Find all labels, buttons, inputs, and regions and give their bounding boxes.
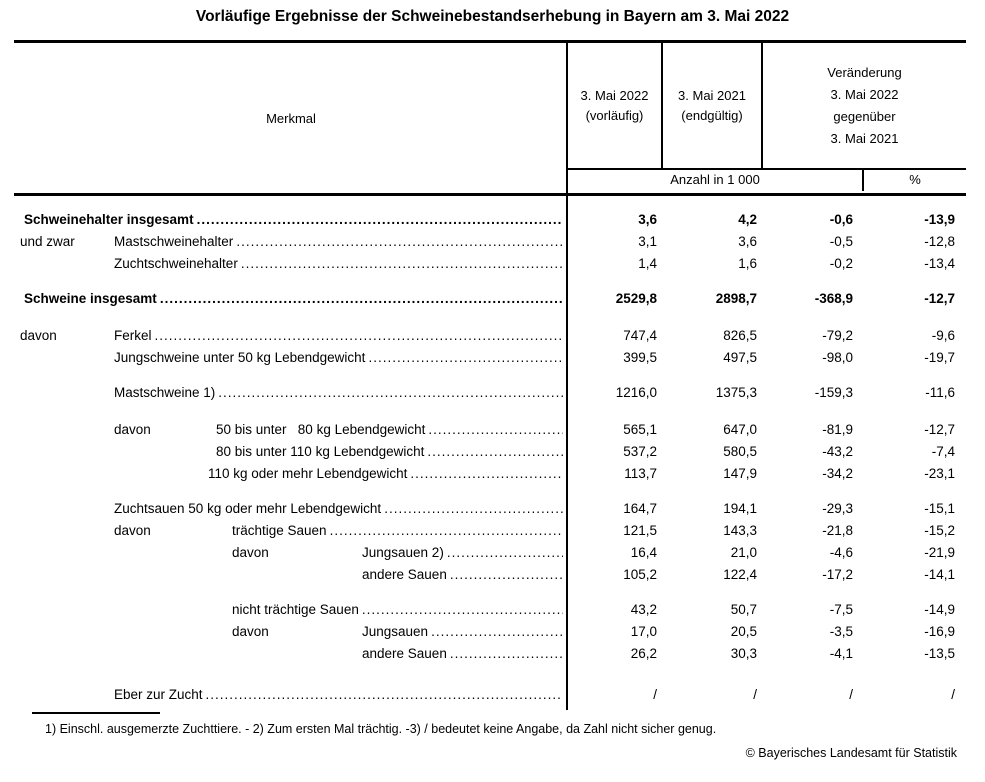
value-change-abs: -159,3 [814, 385, 853, 400]
copyright-text: © Bayerisches Landesamt für Statistik [745, 746, 957, 760]
value-change-pct: -23,1 [924, 466, 955, 481]
value-2022: 537,2 [623, 444, 657, 459]
value-2022: 164,7 [623, 501, 657, 516]
value-2022: 747,4 [623, 328, 657, 343]
table-body [14, 196, 966, 710]
value-2021: 826,5 [723, 328, 757, 343]
value-2022: 399,5 [623, 350, 657, 365]
value-change-pct: -9,6 [931, 328, 955, 343]
value-change-abs: -81,9 [822, 422, 853, 437]
header-col-change-line4: 3. Mai 2021 [830, 130, 899, 146]
table-row [14, 564, 966, 586]
header-unit-count: Anzahl in 1 000 [670, 172, 760, 187]
dotted-leader [447, 643, 563, 665]
row-label: 110 kg oder mehr Lebendgewicht [208, 466, 408, 481]
table-row [14, 684, 966, 706]
dotted-leader [447, 564, 563, 586]
value-2021: 147,9 [723, 466, 757, 481]
dotted-leader [215, 382, 563, 404]
dotted-leader [359, 599, 563, 621]
table-row [14, 542, 966, 564]
row-qualifier: und zwar [20, 234, 75, 249]
row-label: 80 bis unter 110 kg Lebendgewicht [216, 444, 425, 459]
row-label: Jungsauen [362, 624, 429, 639]
value-2021: 497,5 [723, 350, 757, 365]
value-2022: 16,4 [630, 545, 657, 560]
value-2021: 580,5 [723, 444, 757, 459]
dotted-leader [233, 231, 563, 253]
value-change-pct: / [951, 687, 955, 702]
header-col-2022-line2: (vorläufig) [585, 107, 644, 123]
value-change-abs: -0,6 [829, 212, 853, 227]
table-row [14, 599, 966, 621]
value-2022: 1,4 [638, 256, 657, 271]
row-label: trächtige Sauen [232, 523, 327, 538]
table-row [14, 498, 966, 520]
footnote-rule [32, 712, 160, 714]
dotted-leader [425, 419, 563, 441]
value-2022: 3,1 [638, 234, 657, 249]
dotted-leader [152, 325, 563, 347]
value-2021: 4,2 [738, 212, 757, 227]
header-col-2022 [568, 43, 663, 168]
value-2022: 1216,0 [615, 385, 657, 400]
table-row [14, 382, 966, 404]
value-2021: 647,0 [723, 422, 757, 437]
dotted-leader [381, 498, 563, 520]
header-col-change-line3: gegenüber [833, 108, 896, 124]
value-change-pct: -7,4 [931, 444, 955, 459]
value-2022: 3,6 [638, 212, 657, 227]
value-change-abs: -4,1 [829, 646, 853, 661]
footnote-text: 1) Einschl. ausgemerzte Zuchttiere. - 2) Zum ersten Mal trächtig. -3) / bedeutet keine Angabe, da Zahl nicht sicher genug. [45, 722, 717, 736]
header-col-change-line2: 3. Mai 2022 [830, 86, 899, 102]
row-qualifier: davon [114, 422, 151, 437]
dotted-leader [428, 621, 563, 643]
row-label: Schweinehalter insgesamt [24, 212, 194, 227]
value-change-abs: -4,6 [829, 545, 853, 560]
column-divider-line [566, 40, 568, 710]
table-row [14, 347, 966, 369]
row-label: Mastschweine 1) [114, 385, 216, 400]
dotted-leader [407, 463, 563, 485]
value-2021: 20,5 [730, 624, 757, 639]
table-row [14, 441, 966, 463]
dotted-leader [238, 253, 563, 275]
value-change-abs: -0,5 [829, 234, 853, 249]
value-2021: 194,1 [723, 501, 757, 516]
value-2021: 143,3 [723, 523, 757, 538]
value-2022: / [653, 687, 657, 702]
dotted-leader [424, 441, 563, 463]
row-qualifier: davon [20, 328, 57, 343]
value-change-abs: / [849, 687, 853, 702]
value-change-pct: -16,9 [924, 624, 955, 639]
value-change-pct: -14,9 [924, 602, 955, 617]
value-2021: 1375,3 [715, 385, 757, 400]
header-col-2021 [663, 43, 763, 168]
value-2022: 113,7 [624, 466, 657, 481]
table-row [14, 325, 966, 347]
value-2021: 50,7 [730, 602, 757, 617]
row-label: Zuchtschweinehalter [114, 256, 238, 271]
row-label: Schweine insgesamt [24, 291, 157, 306]
value-change-pct: -15,1 [924, 501, 955, 516]
value-2022: 43,2 [630, 602, 657, 617]
value-change-pct: -15,2 [924, 523, 955, 538]
row-label: Zuchtsauen 50 kg oder mehr Lebendgewicht [114, 501, 382, 516]
value-change-pct: -19,7 [924, 350, 955, 365]
value-2021: 1,6 [738, 256, 757, 271]
value-change-abs: -17,2 [822, 567, 853, 582]
dotted-leader [194, 209, 563, 231]
row-label: 50 bis unter 80 kg Lebendgewicht [216, 422, 426, 437]
value-change-pct: -12,7 [924, 422, 955, 437]
header-col-2022-line1: 3. Mai 2022 [580, 87, 649, 103]
dotted-leader [157, 288, 563, 310]
dotted-leader [365, 347, 563, 369]
value-change-abs: -43,2 [822, 444, 853, 459]
value-2022: 565,1 [623, 422, 657, 437]
table-row [14, 231, 966, 253]
value-change-pct: -14,1 [924, 567, 955, 582]
row-label: Mastschweinehalter [114, 234, 234, 249]
value-2021: 21,0 [730, 545, 757, 560]
header-col-2021-line2: (endgültig) [681, 107, 743, 123]
row-qualifier: davon [114, 523, 151, 538]
page-title: Vorläufige Ergebnisse der Schweinebestandserhebung in Bayern am 3. Mai 2022 [195, 8, 790, 25]
value-change-abs: -79,2 [822, 328, 853, 343]
table-row [14, 520, 966, 542]
value-change-pct: -12,7 [924, 291, 955, 306]
row-label: Jungschweine unter 50 kg Lebendgewicht [114, 350, 366, 365]
value-2022: 2529,8 [615, 291, 657, 306]
dotted-leader [203, 684, 563, 706]
value-2022: 26,2 [630, 646, 657, 661]
value-change-abs: -7,5 [829, 602, 853, 617]
value-2022: 17,0 [630, 624, 657, 639]
dotted-leader [444, 542, 563, 564]
value-change-abs: -0,2 [829, 256, 853, 271]
value-2021: 2898,7 [715, 291, 757, 306]
table-row [14, 419, 966, 441]
header-unit-percent: % [862, 170, 966, 191]
row-label: andere Sauen [362, 567, 447, 582]
table-row [14, 253, 966, 275]
value-change-abs: -98,0 [822, 350, 853, 365]
row-label: nicht trächtige Sauen [232, 602, 359, 617]
value-change-pct: -11,6 [925, 385, 955, 400]
table-row [14, 621, 966, 643]
row-qualifier: davon [232, 624, 269, 639]
value-change-pct: -13,5 [924, 646, 955, 661]
value-change-abs: -368,9 [814, 291, 853, 306]
table-row [14, 463, 966, 485]
header-col-change-line1: Veränderung [827, 64, 902, 80]
value-change-abs: -29,3 [822, 501, 853, 516]
table-row [14, 209, 966, 231]
statistics-table [14, 40, 966, 710]
row-label: Jungsauen 2) [362, 545, 444, 560]
value-change-pct: -12,8 [924, 234, 955, 249]
header-merkmal: Merkmal [266, 110, 316, 126]
value-change-abs: -34,2 [822, 466, 853, 481]
value-2021: 122,4 [723, 567, 757, 582]
table-header [14, 40, 966, 196]
row-qualifier: davon [232, 545, 269, 560]
value-change-pct: -13,4 [924, 256, 955, 271]
row-label: andere Sauen [362, 646, 447, 661]
row-label: Eber zur Zucht [114, 687, 203, 702]
header-col-change [763, 43, 966, 168]
value-2021: 30,3 [730, 646, 757, 661]
value-2021: 3,6 [738, 234, 757, 249]
value-change-pct: -21,9 [924, 545, 955, 560]
table-row [14, 288, 966, 310]
table-row [14, 643, 966, 665]
value-change-abs: -21,8 [822, 523, 853, 538]
header-col-2021-line1: 3. Mai 2021 [678, 87, 746, 103]
value-2021: / [753, 687, 757, 702]
value-change-abs: -3,5 [829, 624, 853, 639]
value-2022: 105,2 [623, 567, 657, 582]
value-change-pct: -13,9 [924, 212, 955, 227]
row-label: Ferkel [114, 328, 152, 343]
value-2022: 121,5 [623, 523, 657, 538]
dotted-leader [327, 520, 563, 542]
